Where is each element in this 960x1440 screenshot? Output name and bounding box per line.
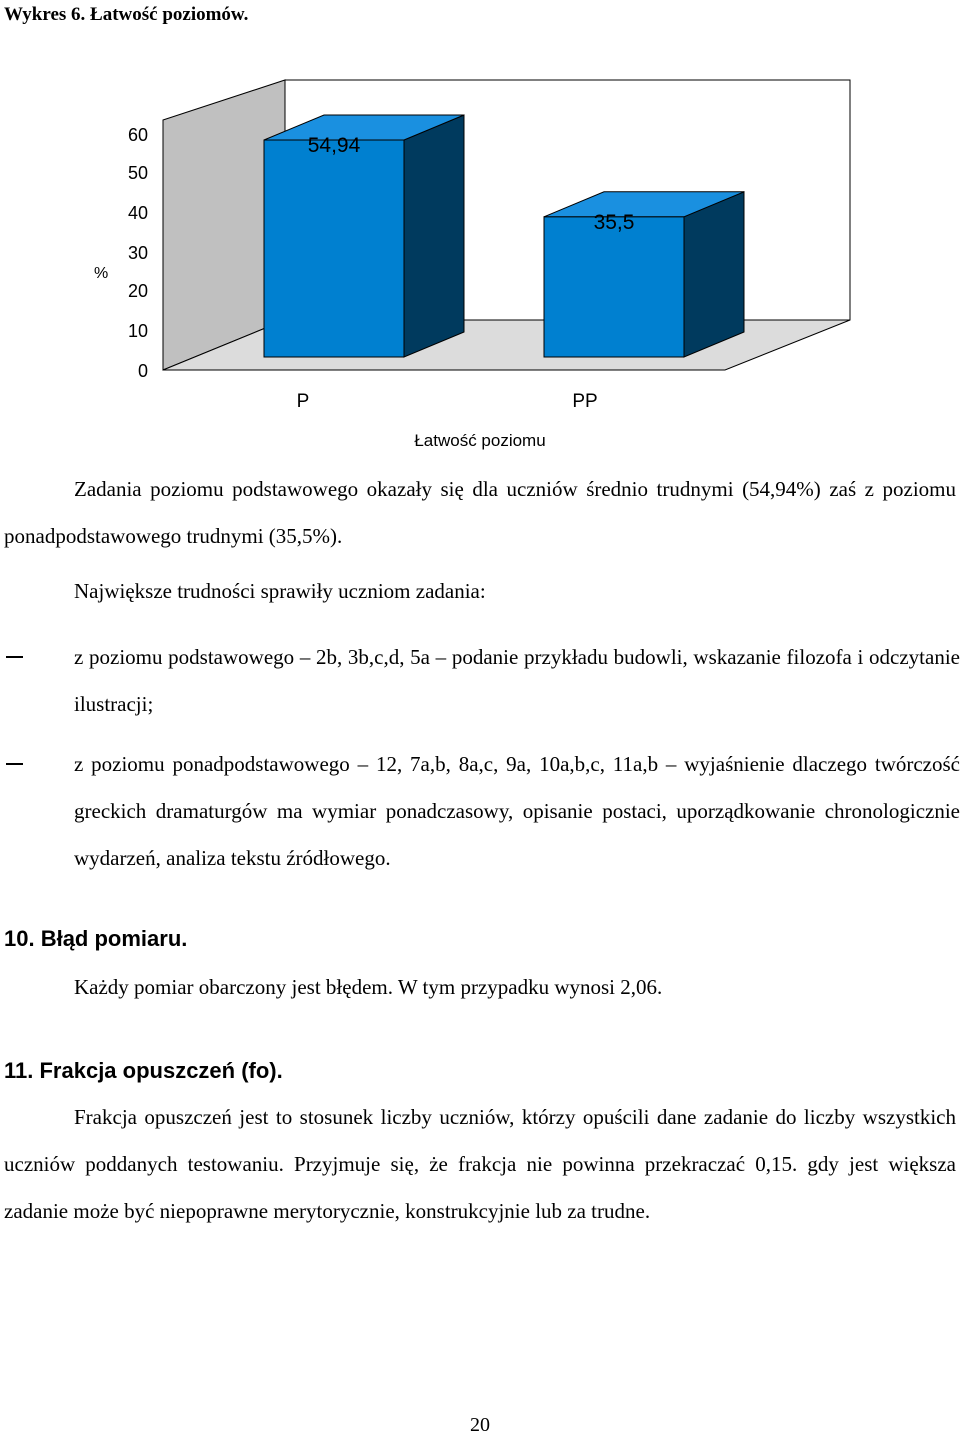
y-tick-label: 60 (127, 125, 148, 145)
x-category-label: P (296, 391, 310, 412)
list-item-text: z poziomu podstawowego – 2b, 3b,c,d, 5a – podanie przykładu budowli, wskazanie filozofa i odczytanie ilustracji; (74, 645, 960, 716)
dash-bullet-icon (4, 634, 54, 681)
figure-caption: Wykres 6. Łatwość poziomów. (4, 4, 249, 25)
bar-pp (544, 192, 744, 357)
bar-chart (0, 0, 960, 460)
section-heading-measurement-error: 10. Błąd pomiaru. (4, 926, 188, 951)
bar-p (264, 115, 464, 357)
y-tick-label: 20 (127, 281, 148, 301)
y-tick-label: 30 (127, 243, 148, 263)
y-tick-label: 40 (127, 203, 148, 223)
paragraph-hardest-tasks: Największe trudności sprawiły uczniom zadania: (74, 579, 486, 603)
bar-front-face (264, 140, 404, 357)
dash-bullet-icon (4, 741, 54, 788)
section-heading-omission-fraction: 11. Frakcja opuszczeń (fo). (4, 1058, 283, 1083)
list-item-text: z poziomu ponadpodstawowego – 12, 7a,b, 8a,c, 9a, 10a,b,c, 11a,b – wyjaśnienie dlaczego twórczość greckich dramaturgów ma wymiar ponadczasowy, opisanie postaci, uporządkowanie chronologicznie wydarzeń, analiza tekstu źródłowego. (74, 752, 960, 870)
page-number: 20 (470, 1414, 490, 1436)
bar-front-face (544, 217, 684, 357)
bar-side-face (404, 115, 464, 357)
bar-data-label: 35,5 (593, 210, 635, 234)
y-tick-label: 10 (127, 321, 148, 341)
x-category-label: PP (572, 391, 598, 412)
y-axis-label: % (94, 265, 109, 282)
bar-data-label: 54,94 (307, 133, 361, 157)
paragraph-difficulty-summary: Zadania poziomu podstawowego okazały się dla uczniów średnio trudnymi (54,94%) zaś z poziomu ponadpodstawowego trudnymi (35,5%). (4, 477, 956, 548)
paragraph-omission-fraction: Frakcja opuszczeń jest to stosunek liczby uczniów, którzy opuścili dane zadanie do liczby wszystkich uczniów poddanych testowaniu. Przyjmuje się, że frakcja nie powinna przekraczać 0,15. gdy jest większa zadanie może być niepoprawne merytorycznie, konstrukcyjnie lub za trudne. (4, 1105, 956, 1223)
y-tick-label: 50 (127, 163, 148, 183)
bar-side-face (684, 192, 744, 357)
y-tick-label: 0 (137, 361, 148, 381)
x-axis-title: Łatwość poziomu (414, 431, 546, 450)
paragraph-measurement-error: Każdy pomiar obarczony jest błędem. W tym przypadku wynosi 2,06. (74, 975, 663, 999)
